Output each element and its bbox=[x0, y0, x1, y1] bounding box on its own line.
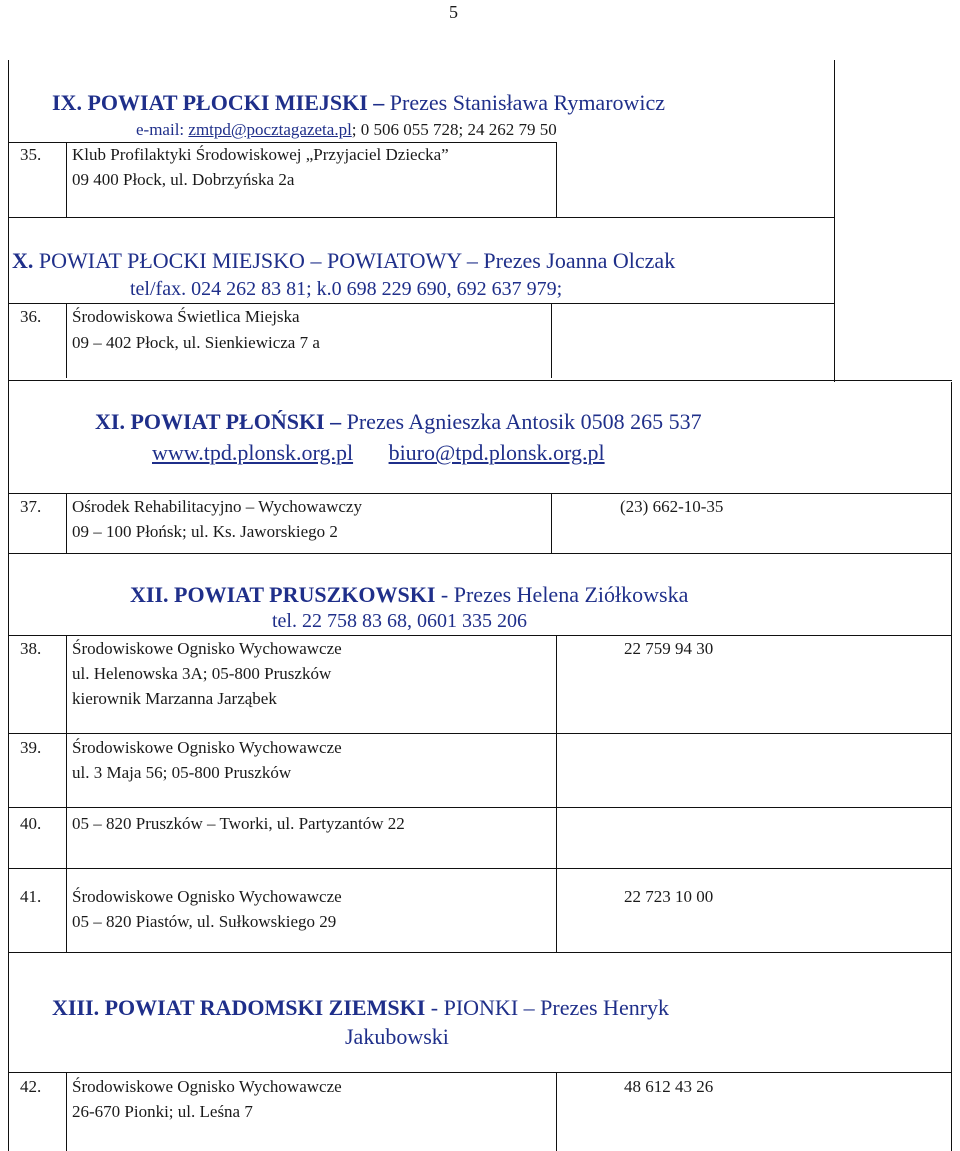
entry-phone: 48 612 43 26 bbox=[624, 1077, 714, 1096]
page-number: 5 bbox=[449, 2, 458, 22]
section-heading-ix: IX. POWIAT PŁOCKI MIEJSKI – Prezes Stanisława Rymarowicz bbox=[52, 90, 666, 115]
entry-name: Środowiskowe Ognisko Wychowawcze bbox=[72, 639, 342, 658]
entry-name: Środowiskowa Świetlica Miejska bbox=[72, 307, 300, 326]
entry-address: 05 – 820 Piastów, ul. Sułkowskiego 29 bbox=[72, 912, 337, 931]
entry-number: 42. bbox=[20, 1077, 42, 1096]
entry-address: 09 400 Płock, ul. Dobrzyńska 2a bbox=[72, 170, 295, 189]
entry-number: 37. bbox=[20, 497, 42, 516]
entry-address: 05 – 820 Pruszków – Tworki, ul. Partyzantów 22 bbox=[72, 814, 405, 833]
entry-address: 26-670 Pionki; ul. Leśna 7 bbox=[72, 1102, 253, 1121]
section-contact-xii: tel. 22 758 83 68, 0601 335 206 bbox=[272, 610, 527, 632]
email-link[interactable]: biuro@tpd.plonsk.org.pl bbox=[388, 440, 605, 465]
entry-address: 09 – 402 Płock, ul. Sienkiewicza 7 a bbox=[72, 333, 320, 352]
entry-number: 40. bbox=[20, 814, 42, 833]
table-border-right bbox=[834, 60, 835, 382]
entry-address: ul. 3 Maja 56; 05-800 Pruszków bbox=[72, 763, 292, 782]
section-heading-xiii-line2: Jakubowski bbox=[345, 1024, 449, 1049]
entry-manager: kierownik Marzanna Jarząbek bbox=[72, 689, 277, 708]
entry-address: 09 – 100 Płońsk; ul. Ks. Jaworskiego 2 bbox=[72, 522, 338, 541]
entry-number: 38. bbox=[20, 639, 42, 658]
section-heading-xiii: XIII. POWIAT RADOMSKI ZIEMSKI - PIONKI – Prezes Henryk bbox=[52, 995, 670, 1020]
website-link[interactable]: www.tpd.plonsk.org.pl bbox=[152, 440, 354, 465]
entry-number: 41. bbox=[20, 887, 42, 906]
section-links-xi bbox=[152, 440, 605, 466]
entry-address: ul. Helenowska 3A; 05-800 Pruszków bbox=[72, 664, 332, 683]
entry-name: Ośrodek Rehabilitacyjno – Wychowawczy bbox=[72, 497, 362, 516]
section-heading-xi: XI. POWIAT PŁOŃSKI – Prezes Agnieszka Antosik 0508 265 537 bbox=[95, 409, 702, 434]
table-border-right bbox=[951, 382, 952, 1151]
entry-number: 35. bbox=[20, 145, 42, 164]
section-contact-x: tel/fax. 024 262 83 81; k.0 698 229 690, 692 637 979; bbox=[130, 278, 563, 300]
section-heading-x: X. POWIAT PŁOCKI MIEJSKO – POWIATOWY – Prezes Joanna Olczak bbox=[12, 248, 676, 273]
entry-phone: 22 759 94 30 bbox=[624, 639, 714, 658]
entry-name: Klub Profilaktyki Środowiskowej „Przyjaciel Dziecka” bbox=[72, 145, 449, 164]
entry-number: 39. bbox=[20, 738, 42, 757]
table-border-left bbox=[8, 60, 9, 1151]
section-contact-ix: e-mail: zmtpd@pocztagazeta.pl; 0 506 055 728; 24 262 79 50 bbox=[136, 120, 557, 139]
entry-phone: 22 723 10 00 bbox=[624, 887, 714, 906]
section-heading-xii: XII. POWIAT PRUSZKOWSKI - Prezes Helena Ziółkowska bbox=[130, 582, 689, 607]
entry-name: Środowiskowe Ognisko Wychowawcze bbox=[72, 738, 342, 757]
entry-number: 36. bbox=[20, 307, 42, 326]
entry-name: Środowiskowe Ognisko Wychowawcze bbox=[72, 887, 342, 906]
entry-name: Środowiskowe Ognisko Wychowawcze bbox=[72, 1077, 342, 1096]
entry-phone: (23) 662-10-35 bbox=[620, 497, 724, 516]
email-link[interactable]: zmtpd@pocztagazeta.pl bbox=[188, 120, 352, 139]
